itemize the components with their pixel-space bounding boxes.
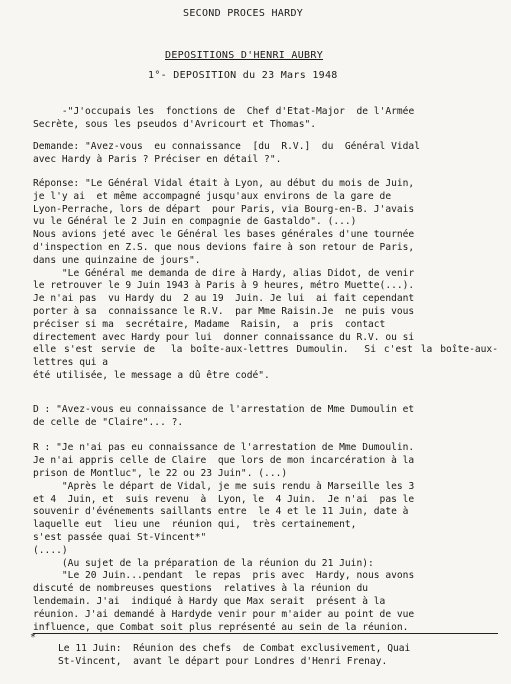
paragraph-intro: -"J'occupais les fonctions de Chef d'Etat-Major de l'Armée Secrète, sous les pseudos d'Avricourt et Thomas". [33,106,415,130]
deposition-heading: 1°- DEPOSITION du 23 Mars 1948 [148,70,338,81]
paragraph-answer-1: Réponse: "Le Général Vidal était à Lyon, au début du mois de Juin, je l'y ai et même accompagné jusqu'aux environs de la gare de Lyon-Perrache, lors de départ pour Paris, via Bourg-en-B. J'avais vu le Général le 2 Juin en compagnie de Gastaldo". (...) Nous avions jeté avec le Général les bases générales d'une tournée d'inspection en Z.S. que nous devions faire à son retour de Paris, dans une quinzaine de jours". "Le Général me demanda de dire à Hardy, alias Didot, de venir le retrouver le 9 Juin 1943 à Paris à 9 heures, métro Muette(...). Je n'ai pas vu Hardy du 2 au 19 Juin. Je lui ai fait cependant porter à sa connaissance le R.V. par Mme Raisin.Je ne puis vous préciser si ma secrétaire, Madame Raisin, a pris contact directement avec Hardy pour lui donner connaissance du R.V. ou si elle s'est servie de la boîte-aux-lettres Dumoulin. Si c'est la boîte-aux-lettres qui a été utilisée, le message a dû être codé". [33,178,498,381]
paragraph-question-1: Demande: "Avez-vous eu connaissance [du R.V.] du Général Vidal avec Hardy à Paris ? Préciser en détail ?". [33,141,420,165]
footnote-marker: * [30,632,37,643]
paragraph-question-answer-2: D : "Avez-vous eu connaissance de l'arrestation de Mme Dumoulin et de celle de "Claire"... ?. R : "Je n'ai pas eu connaissance de l'arrestation de Mme Dumoulin. Je n'ai appris celle de Claire que lors de mon incarcération à la prison de Montluc", le 22 ou 23 Juin". (...) "Après le départ de Vidal, je me suis rendu à Marseille les 3 et 4 Juin, et suis revenu à Lyon, le 4 Juin. Je n'ai pas le souvenir d'événements saillants entre le 4 et le 11 Juin, date à laquelle eut lieu une réunion qui, très certainement, s'est passée quai St-Vincent*" (....) (Au sujet de la préparation de la réunion du 21 Juin): "Le 20 Juin...pendant le repas pris avec Hardy, nous avons discuté de nombreuses questions relatives à la réunion du lendemain. J'ai indiqué à Hardy que Max serait présent à la réunion. J'ai demandé à Hardyde venir pour m'aider au point de vue influence, que Combat soit plus représenté au sein de la réunion. [33,404,415,633]
document-title: SECOND PROCES HARDY [183,8,304,19]
footnote-text: Le 11 Juin: Réunion des chefs de Combat exclusivement, Quai St-Vincent, avant le départ pour Londres d'Henri Frenay. [58,643,411,667]
footnote-divider [33,633,498,634]
document-subtitle: DEPOSITIONS D'HENRI AUBRY [165,50,324,61]
